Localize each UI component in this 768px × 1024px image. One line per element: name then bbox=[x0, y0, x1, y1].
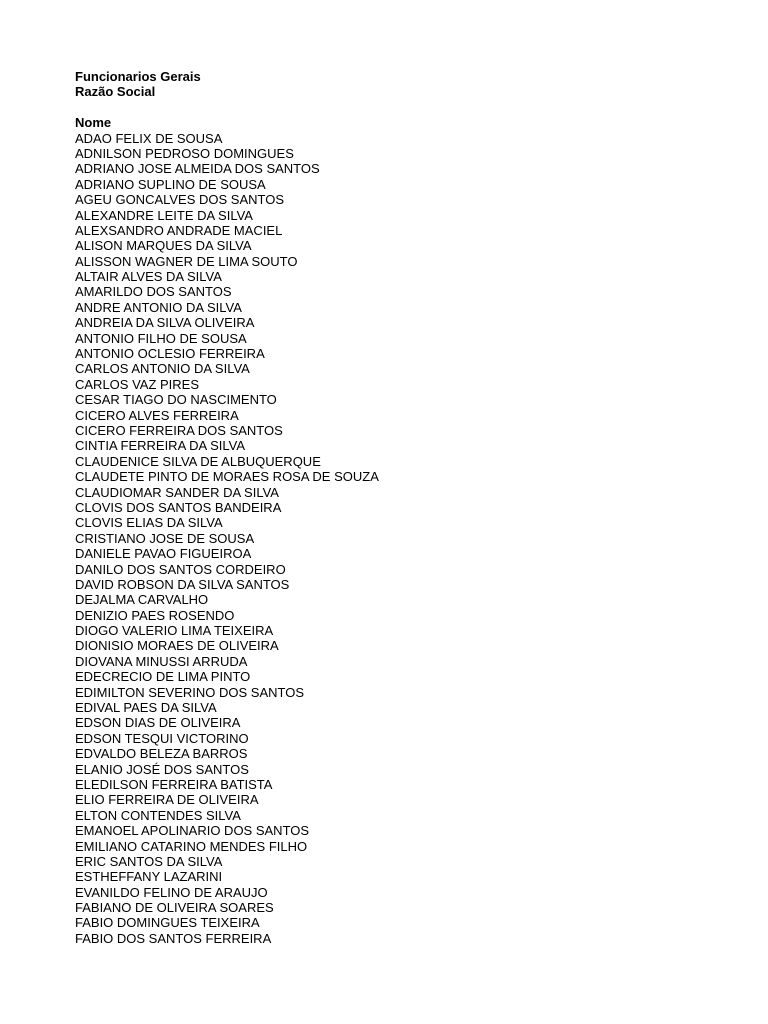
employee-name: DIONISIO MORAES DE OLIVEIRA bbox=[75, 638, 279, 654]
employee-name: CICERO FERREIRA DOS SANTOS bbox=[75, 422, 283, 438]
document-page bbox=[75, 69, 725, 946]
employee-name: CLAUDENICE SILVA DE ALBUQUERQUE bbox=[75, 453, 321, 469]
employee-name: DENIZIO PAES ROSENDO bbox=[75, 607, 235, 623]
document-title: Funcionarios Gerais bbox=[75, 69, 201, 84]
employee-name: EMILIANO CATARINO MENDES FILHO bbox=[75, 838, 308, 854]
employee-name: ALEXANDRE LEITE DA SILVA bbox=[75, 207, 253, 223]
column-header-nome: Nome bbox=[75, 115, 112, 131]
employee-name: CLAUDETE PINTO DE MORAES ROSA DE SOUZA bbox=[75, 469, 379, 485]
blank-line bbox=[75, 100, 725, 115]
employee-name: ALISSON WAGNER DE LIMA SOUTO bbox=[75, 253, 298, 269]
employee-name: ADAO FELIX DE SOUSA bbox=[75, 130, 223, 146]
employee-name: ERIC SANTOS DA SILVA bbox=[75, 853, 223, 869]
employee-name: ELIO FERREIRA DE OLIVEIRA bbox=[75, 792, 259, 808]
employee-name: ANTONIO OCLESIO FERREIRA bbox=[75, 346, 265, 362]
employee-name: ESTHEFFANY LAZARINI bbox=[75, 869, 223, 885]
employee-name: EDVALDO BELEZA BARROS bbox=[75, 746, 248, 762]
employee-name: CARLOS VAZ PIRES bbox=[75, 376, 200, 392]
employee-name: FABIANO DE OLIVEIRA SOARES bbox=[75, 900, 274, 916]
employee-name: ADRIANO SUPLINO DE SOUSA bbox=[75, 176, 266, 192]
employee-name: ELEDILSON FERREIRA BATISTA bbox=[75, 776, 273, 792]
employee-name: ELTON CONTENDES SILVA bbox=[75, 807, 241, 823]
employee-name: EDSON TESQUI VICTORINO bbox=[75, 730, 249, 746]
employee-name: AMARILDO DOS SANTOS bbox=[75, 284, 232, 300]
document-subtitle: Razão Social bbox=[75, 84, 156, 100]
employee-name: FABIO DOMINGUES TEIXEIRA bbox=[75, 915, 260, 931]
employee-name: CINTIA FERREIRA DA SILVA bbox=[75, 438, 246, 454]
employee-name: ANDREIA DA SILVA OLIVEIRA bbox=[75, 315, 255, 331]
employee-name: EVANILDO FELINO DE ARAUJO bbox=[75, 884, 268, 900]
employee-name: EDIVAL PAES DA SILVA bbox=[75, 700, 217, 716]
employee-name: ANDRE ANTONIO DA SILVA bbox=[75, 299, 242, 315]
employee-name: DIOGO VALERIO LIMA TEIXEIRA bbox=[75, 623, 274, 639]
employee-name: EDSON DIAS DE OLIVEIRA bbox=[75, 715, 241, 731]
employee-name: CLOVIS ELIAS DA SILVA bbox=[75, 515, 223, 531]
employee-name: CLAUDIOMAR SANDER DA SILVA bbox=[75, 484, 279, 500]
employee-name: ALEXSANDRO ANDRADE MACIEL bbox=[75, 222, 283, 238]
employee-name: ADNILSON PEDROSO DOMINGUES bbox=[75, 145, 294, 161]
employee-name: ANTONIO FILHO DE SOUSA bbox=[75, 330, 247, 346]
employee-name: CARLOS ANTONIO DA SILVA bbox=[75, 361, 250, 377]
employee-name: DEJALMA CARVALHO bbox=[75, 592, 209, 608]
employee-name: AGEU GONCALVES DOS SANTOS bbox=[75, 192, 285, 208]
employee-name: ELANIO JOSÉ DOS SANTOS bbox=[75, 761, 249, 777]
employee-name: EDIMILTON SEVERINO DOS SANTOS bbox=[75, 684, 304, 700]
employee-name: FABIO DOS SANTOS FERREIRA bbox=[75, 930, 272, 946]
employee-name: EDECRECIO DE LIMA PINTO bbox=[75, 669, 251, 685]
employee-name: ALTAIR ALVES DA SILVA bbox=[75, 269, 222, 285]
employee-name: DIOVANA MINUSSI ARRUDA bbox=[75, 653, 248, 669]
employee-name: DANILO DOS SANTOS CORDEIRO bbox=[75, 561, 286, 577]
employee-name: CRISTIANO JOSE DE SOUSA bbox=[75, 530, 255, 546]
employee-name: ADRIANO JOSE ALMEIDA DOS SANTOS bbox=[75, 161, 320, 177]
employee-name: CICERO ALVES FERREIRA bbox=[75, 407, 239, 423]
employee-name: EMANOEL APOLINARIO DOS SANTOS bbox=[75, 823, 310, 839]
employee-name: CESAR TIAGO DO NASCIMENTO bbox=[75, 392, 277, 408]
employee-name: CLOVIS DOS SANTOS BANDEIRA bbox=[75, 499, 282, 515]
employee-name: ALISON MARQUES DA SILVA bbox=[75, 238, 252, 254]
employee-name: DAVID ROBSON DA SILVA SANTOS bbox=[75, 576, 290, 592]
employee-name: DANIELE PAVAO FIGUEIROA bbox=[75, 546, 252, 562]
employee-name-list bbox=[75, 131, 725, 947]
